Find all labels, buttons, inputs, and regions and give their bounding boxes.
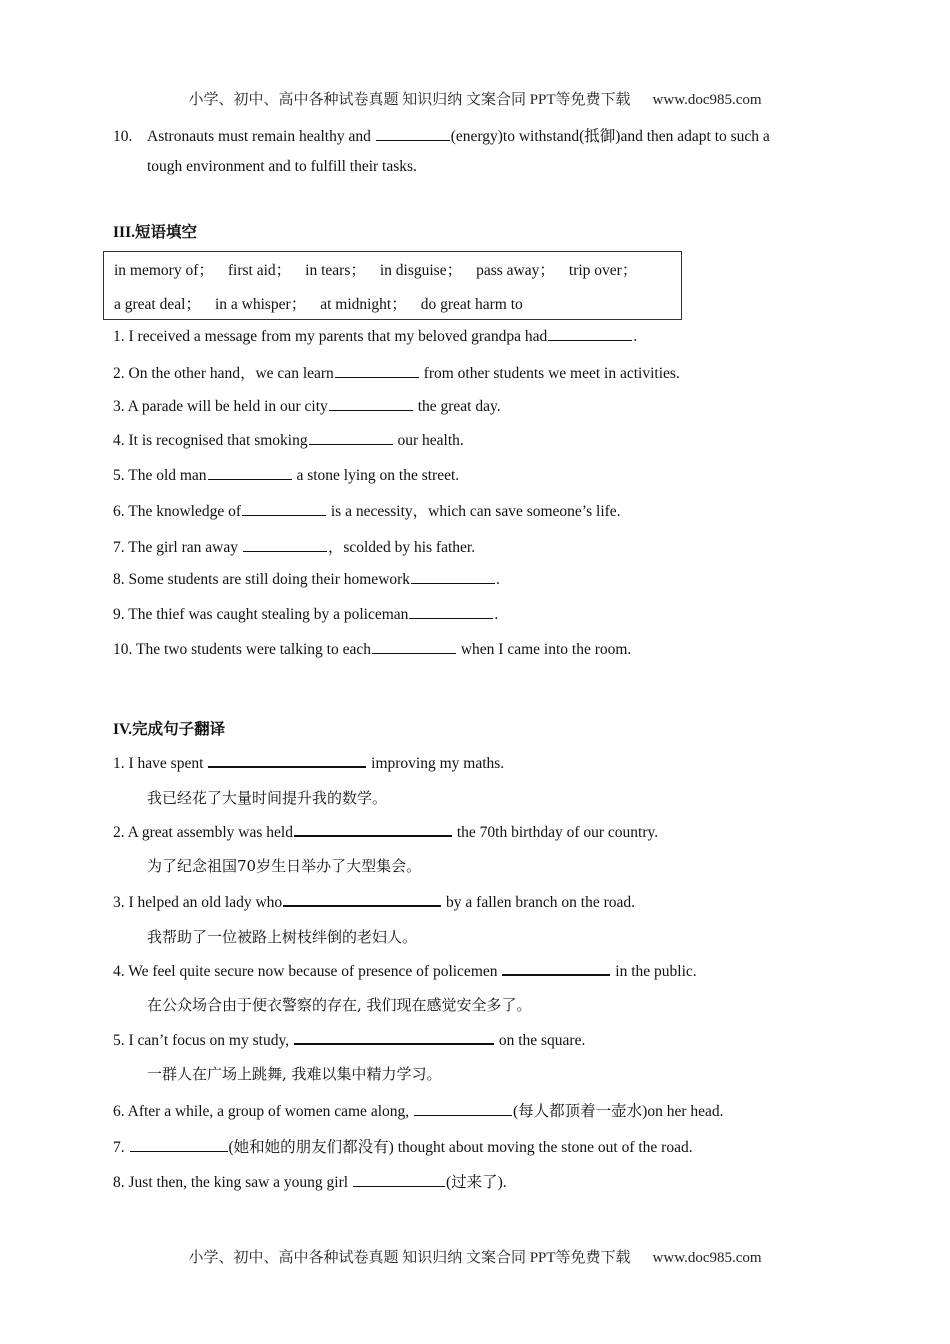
- question-text-after: in the public.: [611, 963, 697, 980]
- footer-text: 小学、初中、高中各种试卷真题 知识归纳 文案合同 PPT等免费下载: [188, 1250, 631, 1266]
- page-footer: [0, 1246, 950, 1267]
- question-text-after: is a necessity，which can save someone’s life.: [327, 503, 621, 520]
- translation-hint-2: 为了纪念祖国70岁生日举办了大型集会。: [147, 857, 422, 875]
- question-text-after: (过来了).: [445, 1174, 507, 1191]
- phrase-question-8: [113, 569, 500, 589]
- word-bank-item: first aid；: [227, 262, 292, 279]
- answer-blank[interactable]: [335, 363, 419, 378]
- answer-blank[interactable]: [130, 1137, 228, 1152]
- question-text-before: 2. On the other hand，we can learn: [113, 365, 334, 382]
- question-text-before: 6. After a while, a group of women came along,: [113, 1103, 414, 1120]
- word-bank-row-2: [114, 292, 523, 314]
- answer-blank[interactable]: [548, 326, 632, 341]
- question-text-before: 1. I have spent: [113, 755, 208, 772]
- question-text-after: the 70th birthday of our country.: [452, 824, 659, 841]
- question-text-before: 5. The old man: [113, 467, 207, 484]
- answer-blank[interactable]: [411, 569, 495, 584]
- phrase-question-3: [113, 396, 501, 416]
- word-bank-item: pass away；: [476, 262, 555, 279]
- answer-blank[interactable]: [208, 752, 366, 768]
- question-text-after: improving my maths.: [367, 755, 505, 772]
- question-text-after: a stone lying on the street.: [292, 467, 460, 484]
- question-text-before: 9. The thief was caught stealing by a policeman: [113, 606, 409, 623]
- phrase-question-6: [113, 499, 621, 521]
- question-text-after: from other students we meet in activities.: [419, 365, 680, 382]
- phrase-question-7: [113, 535, 475, 557]
- answer-blank[interactable]: [283, 891, 441, 907]
- question-10: [113, 122, 838, 182]
- word-bank-item: in disguise；: [379, 262, 463, 279]
- header-text: 小学、初中、高中各种试卷真题 知识归纳 文案合同 PPT等免费下载: [188, 92, 631, 108]
- answer-blank[interactable]: [309, 430, 393, 445]
- translation-hint-1: 我已经花了大量时间提升我的数学。: [147, 789, 388, 807]
- answer-blank[interactable]: [502, 960, 610, 976]
- answer-blank[interactable]: [294, 821, 452, 837]
- translation-question-3: [113, 891, 635, 912]
- question-text-before: 5. I can’t focus on my study,: [113, 1032, 293, 1049]
- translation-question-7: [113, 1135, 693, 1157]
- translation-hint-4: 在公众场合由于便衣警察的存在, 我们现在感觉安全多了。: [147, 996, 532, 1014]
- question-text-after: .: [496, 571, 500, 588]
- word-bank-item: a great deal；: [114, 296, 201, 313]
- question-text-before: 7.: [113, 1139, 129, 1156]
- translation-question-1: [113, 752, 504, 773]
- question-text-after: when I came into the room.: [456, 641, 632, 658]
- question-text-after: (她和她的朋友们都没有) thought about moving the stone out of the road.: [228, 1139, 693, 1156]
- translation-hint-5: 一群人在广场上跳舞, 我难以集中精力学习。: [147, 1065, 442, 1083]
- question-text-after: on the square.: [494, 1032, 586, 1049]
- word-bank-item: trip over；: [568, 262, 638, 279]
- question-text-after: .: [494, 606, 499, 623]
- phrase-question-5: [113, 465, 459, 485]
- phrase-question-2: [113, 361, 680, 383]
- question-continuation: tough environment and to fulfill their tasks.: [147, 158, 417, 175]
- translation-question-2: [113, 821, 658, 842]
- phrase-question-4: [113, 430, 464, 450]
- question-text-before: 2. A great assembly was held: [113, 824, 293, 841]
- question-text-before: 7. The girl ran away: [113, 539, 242, 556]
- word-bank-item: in memory of；: [114, 262, 214, 279]
- question-number: 10.: [113, 128, 133, 145]
- word-bank-row-1: [114, 258, 637, 280]
- translation-question-4: [113, 960, 697, 981]
- question-text-before: 4. It is recognised that smoking: [113, 432, 308, 449]
- word-bank-item: do great harm to: [420, 296, 523, 313]
- question-text-after: by a fallen branch on the road.: [442, 894, 635, 911]
- answer-blank[interactable]: [414, 1101, 512, 1116]
- word-bank: [103, 251, 682, 320]
- question-text-before: 1. I received a message from my parents that my beloved grandpa had: [113, 328, 548, 345]
- question-text-before: 6. The knowledge of: [113, 503, 241, 520]
- question-text-before: 8. Some students are still doing their homework: [113, 571, 411, 588]
- question-text-before: 8. Just then, the king saw a young girl: [113, 1174, 352, 1191]
- translation-question-5: [113, 1029, 585, 1050]
- answer-blank[interactable]: [372, 639, 456, 654]
- answer-blank[interactable]: [353, 1172, 445, 1187]
- section-3-title: III.短语填空: [113, 224, 197, 241]
- answer-blank[interactable]: [243, 537, 327, 552]
- answer-blank[interactable]: [329, 396, 413, 411]
- question-text-before: Astronauts must remain healthy and: [147, 128, 375, 145]
- question-text-before: 10. The two students were talking to each: [113, 641, 371, 658]
- answer-blank[interactable]: [208, 465, 292, 480]
- section-4-title: IV.完成句子翻译: [113, 721, 226, 738]
- question-text-before: 4. We feel quite secure now because of presence of policemen: [113, 963, 502, 980]
- answer-blank[interactable]: [409, 604, 493, 619]
- answer-blank[interactable]: [376, 126, 450, 141]
- word-bank-item: in a whisper；: [214, 296, 307, 313]
- question-text-after: .: [633, 328, 638, 345]
- phrase-question-10: [113, 639, 631, 659]
- footer-url: www.doc985.com: [652, 1250, 762, 1266]
- phrase-question-9: [113, 604, 498, 624]
- question-text-after: the great day.: [413, 398, 501, 415]
- translation-hint-3: 我帮助了一位被路上树枝绊倒的老妇人。: [147, 928, 418, 946]
- question-text-before: 3. I helped an old lady who: [113, 894, 283, 911]
- question-text-after: our health.: [393, 432, 464, 449]
- word-bank-item: in tears；: [305, 262, 366, 279]
- word-bank-item: at midnight；: [320, 296, 407, 313]
- answer-blank[interactable]: [294, 1029, 494, 1045]
- question-text-after: ，scolded by his father.: [327, 539, 476, 556]
- question-text-after: (每人都顶着一壶水)on her head.: [513, 1103, 724, 1120]
- answer-blank[interactable]: [242, 501, 326, 516]
- question-text-before: 3. A parade will be held in our city: [113, 398, 328, 415]
- translation-question-8: [113, 1170, 507, 1192]
- question-text-after: (energy)to withstand(抵御)and then adapt to such a: [450, 128, 770, 145]
- translation-question-6: [113, 1099, 724, 1121]
- header-url: www.doc985.com: [652, 92, 762, 108]
- phrase-question-1: [113, 326, 637, 346]
- page-header: [0, 88, 950, 109]
